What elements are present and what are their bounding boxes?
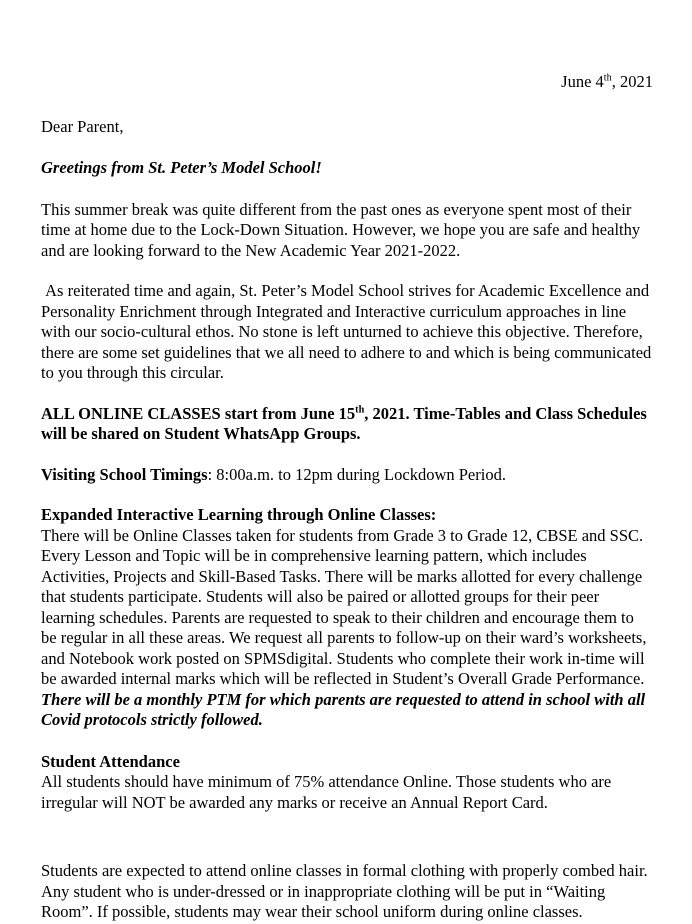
paragraph-intro: This summer break was quite different from the past ones as everyone spent most of their time at home due to the Lock-Down Situation. However, we hope you are safe and healthy and are looking forward to the New Academic Year 2021-2022.	[41, 199, 645, 260]
dress-code-paragraph: Students are expected to attend online classes in formal clothing with properly combed hair. Any student who is under-dressed or in inappropriate clothing will be put in “Waiting Room”. If possible, students may wear their school uniform during online classes.	[41, 861, 651, 921]
expanded-learning-heading: Expanded Interactive Learning through Online Classes:	[41, 505, 437, 524]
document-body	[41, 0, 656, 923]
student-attendance-heading: Student Attendance	[41, 751, 180, 771]
online-classes-notice	[41, 404, 653, 445]
online-classes-notice-part2: , 2021. Time-Tables and Class Schedules will be shared on Student WhatsApp Groups.	[41, 403, 651, 443]
spacer-after-expanded-learning	[41, 731, 653, 752]
expanded-learning-body	[41, 526, 653, 731]
spacer-after-salutation	[41, 137, 653, 158]
visiting-timings-value: : 8:00a.m. to 12pm during Lockdown Period.	[207, 464, 506, 484]
expanded-learning-body-emphasis: There will be a monthly PTM for which parents are requested to attend in school with all Covid protocols strictly followed.	[41, 689, 650, 729]
visiting-school-timings	[41, 465, 653, 486]
salutation: Dear Parent,	[41, 116, 124, 136]
spacer-after-intro	[41, 261, 653, 281]
date-ordinal-suffix: th	[603, 72, 612, 84]
online-classes-notice-part1: ALL ONLINE CLASSES start from June 15	[41, 403, 356, 423]
spacer-after-timings	[41, 485, 653, 505]
greeting-line: Greetings from St. Peter’s Model School!	[41, 158, 322, 177]
student-attendance-body: All students should have minimum of 75% attendance Online. Those students who are irregular will NOT be awarded any marks or receive an Annual Report Card.	[41, 772, 616, 812]
spacer-after-greeting	[41, 179, 653, 200]
expanded-learning-body-regular: There will be Online Classes taken for students from Grade 3 to Grade 12, CBSE and SSC. Every Lesson and Topic will be in comprehensive learning pattern, which includes Activities, Projects and Skill-Based Tasks. There will be marks allotted for every challenge that students participate. Students will also be paired or allotted groups for their peer learning schedules. Parents are requested to speak to their children and encourage them to be regular in all these areas. We request all parents to follow-up on their ward’s worksheets, and Notebook work posted on SPMSdigital. Students who complete their work in-time will be awarded internal marks which will be reflected in Student’s Overall Grade Performance.	[41, 525, 651, 688]
spacer-after-notice	[41, 445, 653, 465]
spacer-after-mission	[41, 384, 653, 404]
online-classes-ordinal-suffix: th	[355, 404, 365, 415]
visiting-timings-label: Visiting School Timings	[41, 464, 208, 484]
letter-date	[41, 0, 653, 93]
date-month-day: June 4	[561, 72, 604, 91]
spacer-after-date	[41, 93, 653, 117]
paragraph-mission: As reiterated time and again, St. Peter’s Model School strives for Academic Excellence and Personality Enrichment through Integrated and Interactive curriculum approaches in line with our socio-cultural ethos. No stone is left unturned to achieve this objective. Therefore, there are some set guidelines that we all need to adhere to and which is being communicated to you through this circular.	[41, 281, 656, 382]
spacer-before-dress-code	[41, 813, 653, 861]
date-year: , 2021	[611, 72, 653, 91]
